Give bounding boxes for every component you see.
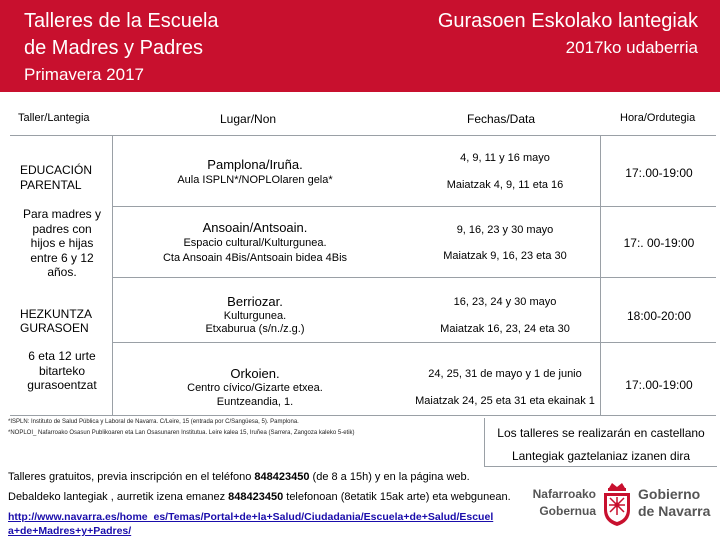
- logo-text-eu-2: Gobernua: [539, 504, 596, 518]
- footnote: *NOPLOI_ Nafarroako Osasun Publikoaren eta Lan Osasunaren Institutua. Leire kalea 15, Iruñea (Sarrera, Zangoza kaleko 5-etik): [8, 430, 355, 436]
- row-venue: Etxaburua (s/n./z.g.): [205, 323, 305, 335]
- link-line[interactable]: http://www.navarra.es/home_es/Temas/Portal+de+la+Salud/Ciudadania/Escuela+de+Salud/Escuel: [8, 511, 494, 523]
- row-date-es: 9, 16, 23 y 30 mayo: [456, 224, 554, 236]
- audience-line: hijos e hijas: [30, 236, 94, 250]
- row-place: Ansoain/Antsoain.: [202, 220, 308, 235]
- audience-line: padres con: [32, 221, 92, 236]
- language-note-es: Los talleres se realizarán en castellano: [497, 426, 705, 440]
- row-date-eu: Maiatzak 24, 25 eta 31 eta ekainak 1: [415, 395, 595, 407]
- row-date-eu: Maiatzak 16, 23, 24 eta 30: [440, 323, 570, 335]
- row-venue: Cta Ansoain 4Bis/Antsoain bidea 4Bis: [162, 252, 348, 264]
- audience-line: bitarteko: [38, 363, 86, 378]
- info-eu-suffix: telefonoan (8etatik 15ak arte) eta webgunean.: [283, 491, 511, 503]
- phone-number: 848423450: [254, 471, 310, 483]
- row-place: Pamplona/Iruña.: [207, 157, 303, 172]
- audience-line: años.: [47, 265, 77, 279]
- column-header-taller: Taller/Lantegia: [18, 112, 90, 124]
- column-header-lugar: Lugar/Non: [220, 112, 277, 126]
- audience-line: Para madres y: [22, 207, 102, 221]
- title-es-line2: de Madres y Padres: [24, 37, 203, 59]
- row-date-eu: Maiatzak 4, 9, 11 eta 16: [446, 179, 564, 191]
- coat-of-arms-icon: [600, 482, 634, 528]
- info-web-link[interactable]: [8, 510, 516, 538]
- link-line[interactable]: a+de+Madres+y+Padres/: [8, 525, 132, 537]
- info-es-suffix: (de 8 a 15h) y en la página web.: [309, 471, 470, 483]
- info-es: [8, 471, 470, 483]
- group-eu-audience: [10, 349, 114, 393]
- row-date-es: 24, 25, 31 de mayo y 1 de junio: [428, 368, 582, 380]
- header-banner: [0, 0, 720, 92]
- table-divider: [112, 206, 716, 207]
- table-divider: [112, 342, 716, 343]
- row-venue: Kulturgunea.: [223, 310, 287, 322]
- row-venue: Centro cívico/Gizarte etxea.: [187, 382, 323, 394]
- row-venue: Euntzeandia, 1.: [216, 396, 294, 408]
- row-place: Orkoien.: [230, 366, 280, 381]
- group-eu-line1: HEZKUNTZA: [20, 307, 92, 321]
- column-header-hora: Hora/Ordutegia: [620, 112, 696, 124]
- group-es-line1: EDUCACIÓN: [20, 163, 93, 177]
- title-eu: Gurasoen Eskolako lantegiak: [437, 10, 698, 32]
- table-divider: [10, 135, 716, 136]
- table-divider: [112, 277, 716, 278]
- gobierno-navarra-logo: [522, 482, 714, 532]
- row-date-es: 4, 9, 11 y 16 mayo: [460, 152, 550, 164]
- table-divider: [10, 415, 716, 416]
- logo-text-eu-1: Nafarroako: [532, 487, 596, 501]
- column-header-fechas: Fechas/Data: [467, 112, 536, 126]
- phone-number: 848423450: [228, 491, 284, 503]
- title-es-line1: Talleres de la Escuela: [24, 10, 219, 32]
- group-es-audience: [10, 207, 114, 280]
- info-eu: [8, 491, 511, 503]
- row-place: Berriozar.: [227, 294, 283, 309]
- row-date-es: 16, 23, 24 y 30 mayo: [453, 296, 557, 308]
- row-time: 17:.00-19:00: [625, 166, 693, 180]
- row-time: 18:00-20:00: [626, 309, 692, 323]
- audience-line: gurasoentzat: [27, 378, 97, 392]
- footnote: *ISPLN: Instituto de Salud Pública y Laboral de Navarra. C/Leire, 15 (entrada por C/Sangüesa, 5). Pamplona.: [8, 419, 299, 425]
- info-eu-prefix: Debaldeko lantegiak , aurretik izena emanez: [8, 491, 229, 503]
- group-es-line2: PARENTAL: [20, 178, 82, 192]
- row-date-eu: Maiatzak 9, 16, 23 eta 30: [443, 250, 567, 262]
- logo-text-es-2: de Navarra: [638, 503, 711, 519]
- row-venue: Aula ISPLN*/NOPLOlaren gela*: [177, 174, 333, 186]
- logo-text-es-1: Gobierno: [638, 486, 701, 502]
- language-note-eu: Lantegiak gaztelaniaz izanen dira: [511, 449, 691, 463]
- row-time: 17:.00-19:00: [625, 378, 693, 392]
- subtitle-eu: 2017ko udaberria: [565, 38, 698, 57]
- subtitle-es: Primavera 2017: [24, 65, 145, 84]
- row-time: 17:. 00-19:00: [623, 236, 695, 250]
- audience-line: 6 eta 12 urte: [28, 349, 96, 363]
- audience-line: entre 6 y 12: [30, 250, 94, 265]
- info-es-prefix: Talleres gratuitos, previa inscripción en el teléfono: [8, 471, 255, 483]
- language-note-box: [484, 418, 717, 467]
- row-venue: Espacio cultural/Kulturgunea.: [183, 237, 327, 249]
- group-eu-line2: GURASOEN: [20, 321, 89, 335]
